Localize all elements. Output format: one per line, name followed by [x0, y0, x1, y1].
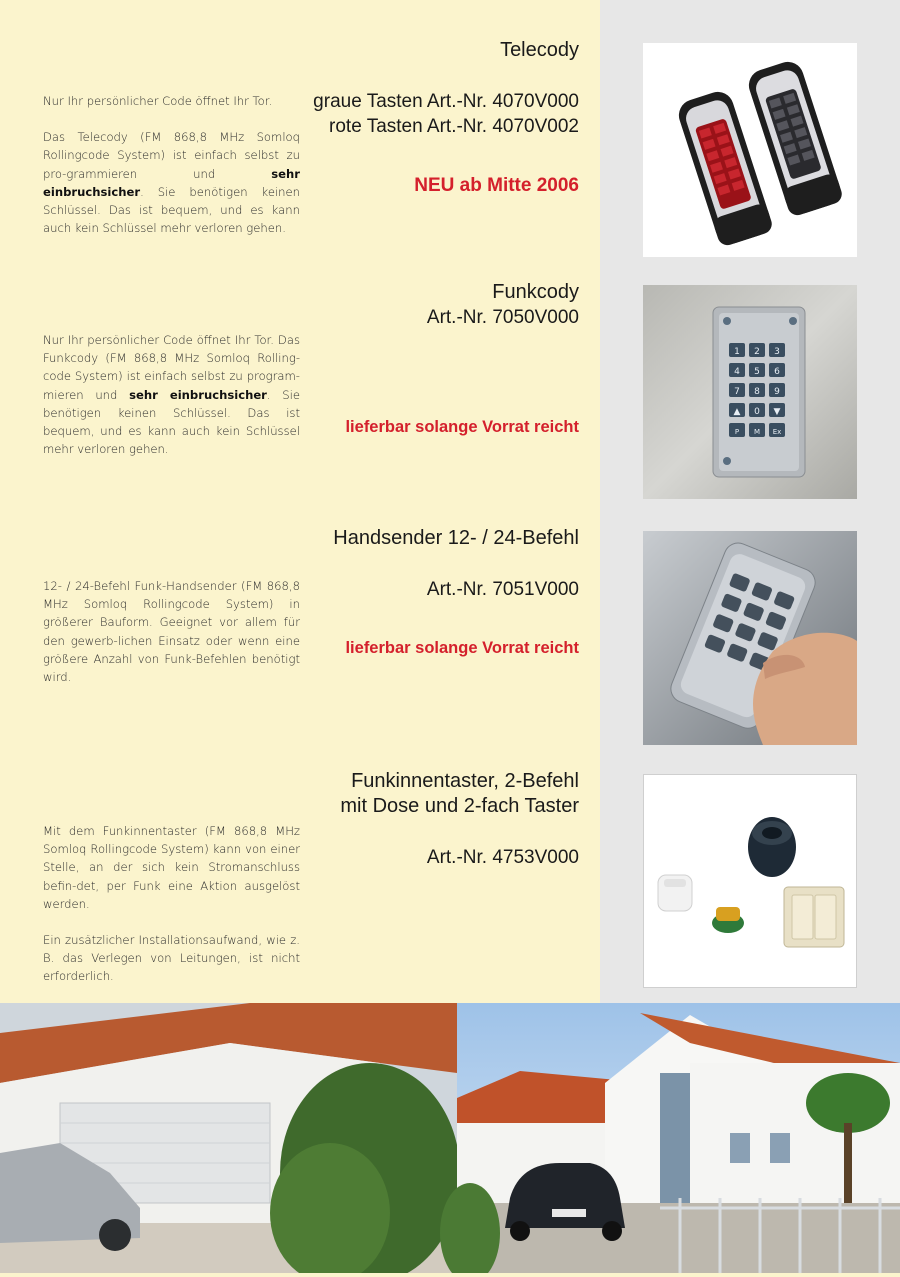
- keypad-key-label: 3: [774, 347, 780, 357]
- telecody-title: Telecody: [500, 39, 579, 61]
- handsender-info: [279, 526, 579, 658]
- funkcody-art: Art.-Nr. 7050V000: [426, 307, 579, 328]
- funkcody-info: [279, 280, 579, 437]
- funkinnentaster-title-1: Funkinnentaster, 2-Befehl: [351, 770, 579, 792]
- funkinnentaster-desc-p1: Mit dem Funkinnentaster (FM 868,8 MHz Somloq Rollingcode System) kann von einer Stelle, an der sich kein Stromanschluss befin-det, per Funk eine Aktion ausgelöst werden.: [43, 824, 300, 911]
- handsender-art: Art.-Nr. 7051V000: [426, 579, 579, 600]
- keypad-key-label: 8: [754, 387, 760, 397]
- funkcody-notice: lieferbar solange Vorrat reicht: [345, 418, 579, 436]
- funkinnentaster-info: [279, 769, 579, 870]
- telecody-photo: [643, 43, 857, 257]
- handsender-title: Handsender 12- / 24-Befehl: [333, 527, 579, 549]
- handsender-description: [43, 577, 300, 704]
- funkinnentaster-title-2: mit Dose und 2-fach Taster: [340, 795, 579, 817]
- keypad-key-label: 4: [734, 367, 740, 377]
- keypad-key-label: Ex: [772, 428, 782, 436]
- funkinnentaster-desc-p2: Ein zusätzlicher Installationsaufwand, wie z. B. das Verlegen von Leitungen, ist nicht erforderlich.: [43, 933, 300, 984]
- telecody-info: [279, 38, 579, 197]
- telecody-notice: NEU ab Mitte 2006: [414, 175, 579, 196]
- funkcody-title: Funkcody: [492, 281, 579, 303]
- handsender-photo: [643, 531, 857, 745]
- funkcody-photo: [643, 285, 857, 499]
- handsender-desc: 12- / 24-Befehl Funk-Handsender (FM 868,8 MHz Somloq Rollingcode System) in größerer Bauform. Geeignet vor allem für den gewerb-lichen Einsatz oder wenn eine größere Anzahl von Funk-Befehlen benötigt wird.: [43, 579, 300, 685]
- telecody-art-red: rote Tasten Art.-Nr. 4070V002: [329, 116, 579, 137]
- keypad-key-label: 2: [754, 347, 760, 357]
- keypad-key-label: ▲: [733, 407, 741, 417]
- telecody-desc-p1: Nur Ihr persönlicher Code öffnet Ihr Tor.: [43, 94, 273, 108]
- keypad-key-label: P: [734, 428, 740, 436]
- funkinnentaster-description: [43, 822, 300, 1004]
- telecody-description: [43, 92, 300, 255]
- telecody-desc-p2: Das Telecody (FM 868,8 MHz Somloq Rollingcode System) ist einfach selbst zu pro-grammieren und sehr einbruchsicher. Sie benötigen keinen Schlüssel. Das ist bequem, und es kann auch kein Schlüssel mehr verloren gehen.: [43, 130, 300, 236]
- keypad-key-label: 6: [774, 367, 780, 377]
- keypad-key-label: 5: [754, 367, 760, 377]
- keypad-key-label: M: [753, 428, 761, 436]
- bottom-house-photos: [0, 1003, 900, 1273]
- telecody-art-grey: graue Tasten Art.-Nr. 4070V000: [313, 91, 579, 112]
- keypad-key-label: 1: [734, 347, 740, 357]
- keypad-key-label: 0: [754, 407, 760, 417]
- funkinnentaster-art: Art.-Nr. 4753V000: [426, 847, 579, 868]
- keypad-key-label: 7: [734, 387, 740, 397]
- keypad-key-label: 9: [774, 387, 780, 397]
- handsender-notice: lieferbar solange Vorrat reicht: [345, 639, 579, 657]
- keypad-key-label: ▼: [773, 407, 781, 417]
- funkcody-description: Nur Ihr persönlicher Code öffnet Ihr Tor. Das Funkcody (FM 868,8 MHz Somloq Rolling-code System) ist einfach selbst zu program-mieren und sehr einbruchsicher. Sie benötigen keinen Schlüssel. Das ist bequem, und es kann auch kein Schlüssel mehr verloren gehen.: [43, 333, 300, 457]
- funkinnentaster-photo: [643, 774, 857, 988]
